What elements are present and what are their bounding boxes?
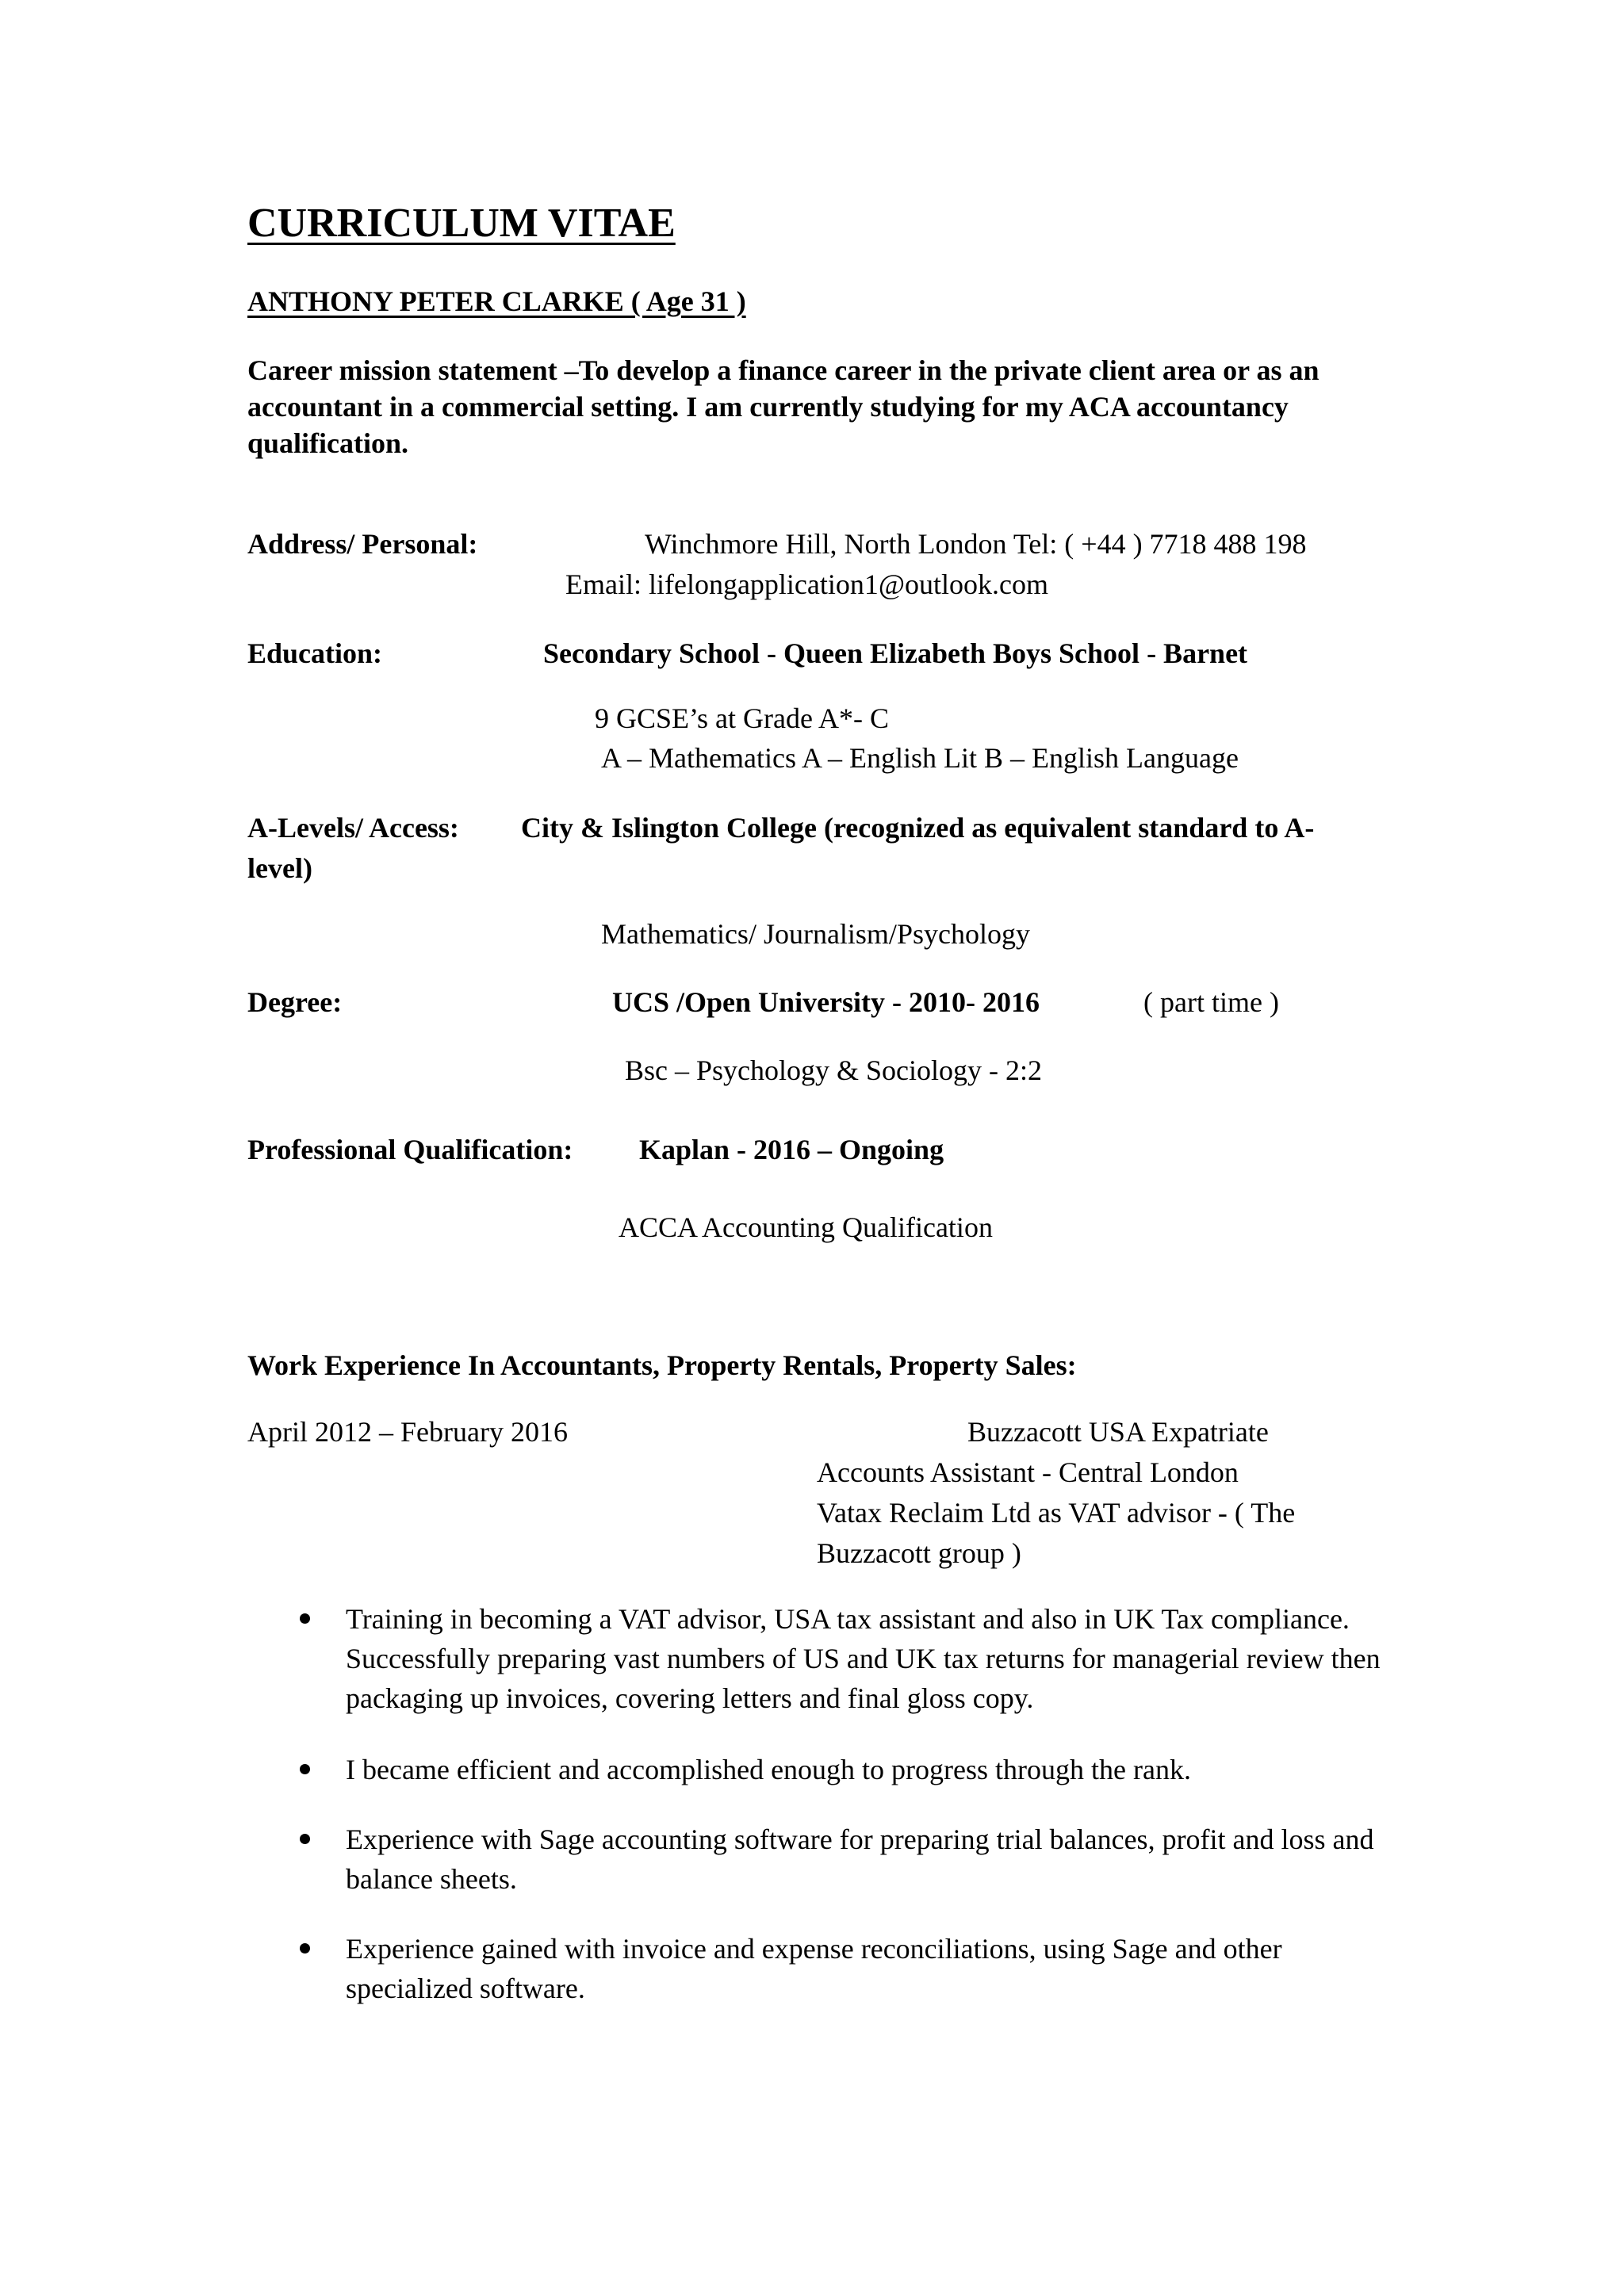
work-heading: Work Experience In Accountants, Property Rentals, Property Sales: xyxy=(247,1349,1077,1381)
email-text: Email: lifelongapplication1@outlook.com xyxy=(565,568,1049,600)
candidate-name: ANTHONY PETER CLARKE ( Age 31 ) xyxy=(247,285,746,317)
college-name-continued: level) xyxy=(247,852,312,884)
list-item: I became efficient and accomplished enough to progress through the rank. xyxy=(346,1754,1191,1785)
gcse-grades: A – Mathematics A – English Lit B – English Language xyxy=(601,742,1239,774)
degree-course: Bsc – Psychology & Sociology - 2:2 xyxy=(625,1054,1043,1086)
employer-line: Vatax Reclaim Ltd as VAT advisor - ( The xyxy=(817,1497,1296,1529)
education-label: Education: xyxy=(247,637,383,669)
degree-label: Degree: xyxy=(247,986,343,1018)
address-location: Winchmore Hill, North London Tel: ( +44 ) 7718 488 198 xyxy=(645,528,1307,560)
employer-line: Buzzacott group ) xyxy=(817,1537,1021,1569)
bullet-icon xyxy=(300,1834,310,1844)
bullet-icon xyxy=(300,1943,310,1954)
professional-provider: Kaplan - 2016 – Ongoing xyxy=(639,1134,944,1165)
study-mode: ( part time ) xyxy=(1143,986,1279,1018)
bullet-icon xyxy=(300,1613,310,1624)
professional-course: ACCA Accounting Qualification xyxy=(619,1211,993,1243)
professional-label: Professional Qualification: xyxy=(247,1134,573,1165)
university-name: UCS /Open University - 2010- 2016 xyxy=(612,986,1040,1018)
employer-line: Buzzacott USA Expatriate xyxy=(967,1416,1269,1448)
alevels-label: A-Levels/ Access: xyxy=(247,812,459,844)
list-item: Experience with Sage accounting software for preparing trial balances, profit and loss and balance sheets. xyxy=(346,1823,1374,1895)
work-dates: April 2012 – February 2016 xyxy=(247,1416,568,1448)
alevel-subjects: Mathematics/ Journalism/Psychology xyxy=(601,918,1030,950)
employer-line: Accounts Assistant - Central London xyxy=(817,1456,1239,1488)
school-name: Secondary School - Queen Elizabeth Boys School - Barnet xyxy=(543,637,1248,669)
college-name: City & Islington College (recognized as equivalent standard to A- xyxy=(521,812,1315,844)
document-title: CURRICULUM VITAE xyxy=(247,201,676,246)
list-item: Experience gained with invoice and expense reconciliations, using Sage and other specialized software. xyxy=(346,1933,1282,2004)
mission-statement: Career mission statement –To develop a finance career in the private client area or as an accountant in a commercial setting. I am currently studying for my ACA accountancy qualification. xyxy=(247,354,1320,459)
list-item: Training in becoming a VAT advisor, USA tax assistant and also in UK Tax compliance. Successfully preparing vast numbers of US and UK tax returns for managerial review then packaging up invoices, covering letters and final gloss copy. xyxy=(346,1603,1381,1714)
gcse-summary: 9 GCSE’s at Grade A*- C xyxy=(595,702,889,734)
address-label: Address/ Personal: xyxy=(247,528,478,560)
bullet-icon xyxy=(300,1764,310,1774)
